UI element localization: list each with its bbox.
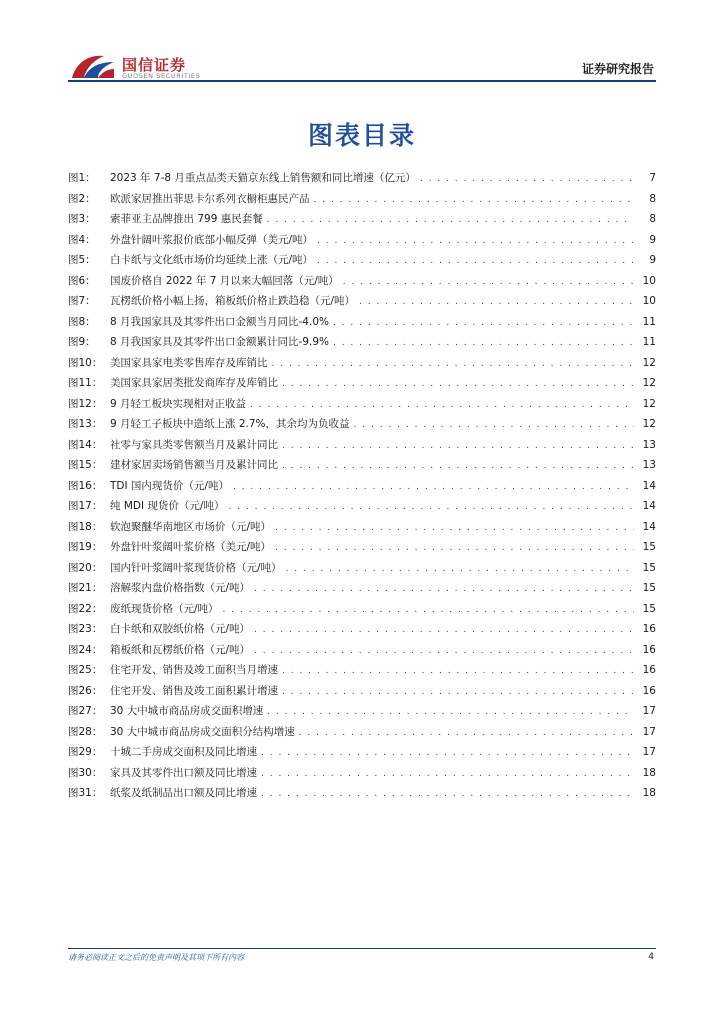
toc-dot-leader: [261, 764, 634, 785]
toc-figure-number: 图3：: [68, 213, 96, 225]
toc-figure-title[interactable]: 30 大中城市商品房成交面积增速: [110, 705, 264, 717]
toc-entry[interactable]: [68, 332, 656, 353]
toc-page-number: 12: [642, 418, 656, 430]
toc-figure-title[interactable]: 国废价格自 2022 年 7 月以来大幅回落（元/吨）: [110, 274, 339, 287]
toc-figure-number: 图1：: [68, 172, 96, 184]
toc-entry[interactable]: [68, 373, 656, 394]
toc-dot-leader: [286, 559, 634, 580]
toc-figure-number: 图31：: [68, 787, 103, 799]
toc-figure-title[interactable]: 住宅开发、销售及竣工面积累计增速: [110, 684, 278, 697]
toc-figure-title[interactable]: 废纸现货价格（元/吨）: [110, 602, 219, 615]
toc-figure-number: 图19：: [68, 541, 103, 553]
toc-figure-title[interactable]: 白卡纸和双胶纸价格（元/吨）: [110, 623, 251, 635]
toc-figure-title[interactable]: 30 大中城市商品房成交面积分结构增速: [110, 725, 295, 738]
page-header: [0, 0, 724, 90]
toc-dot-leader: [282, 436, 634, 457]
toc-figure-title[interactable]: 外盘针阔叶浆报价底部小幅反弹（美元/吨）: [110, 233, 314, 246]
footer-divider: [68, 948, 656, 949]
toc-figure-title[interactable]: 8 月我国家具及其零件出口金额累计同比-9.9%: [110, 336, 329, 348]
toc-dot-leader: [223, 600, 634, 621]
toc-dot-leader: [299, 723, 634, 744]
toc-dot-leader: [267, 210, 634, 231]
toc-figure-number: 图7：: [68, 295, 96, 307]
toc-page-number: 16: [642, 643, 656, 656]
toc-entry[interactable]: [68, 558, 656, 579]
toc-entry[interactable]: [68, 250, 656, 271]
toc-dot-leader: [317, 251, 634, 272]
toc-figure-number: 图14：: [68, 438, 103, 451]
toc-page-number: 14: [642, 500, 656, 512]
toc-figure-title[interactable]: 国内针叶浆阔叶浆现货价格（元/吨）: [110, 561, 282, 574]
toc-figure-title[interactable]: 8 月我国家具及其零件出口金额当月同比-4.0%: [110, 315, 329, 328]
toc-page-number: 12: [642, 377, 656, 389]
toc-figure-number: 图20：: [68, 561, 103, 574]
toc-entry[interactable]: [68, 209, 656, 230]
toc-figure-number: 图2：: [68, 192, 96, 205]
toc-dot-leader: [254, 641, 634, 662]
toc-entry[interactable]: [68, 476, 656, 497]
toc-page-number: 16: [642, 623, 656, 635]
toc-page-number: 17: [642, 725, 656, 738]
toc-dot-leader: [282, 661, 634, 682]
toc-figure-number: 图10：: [68, 356, 103, 369]
toc-figure-number: 图26：: [68, 684, 103, 697]
toc-page-number: 11: [642, 336, 656, 348]
toc-entry[interactable]: [68, 763, 656, 784]
footer-disclaimer: 请务必阅读正文之后的免责声明及其项下所有内容: [68, 953, 244, 962]
toc-figure-number: 图17：: [68, 500, 103, 512]
toc-entry[interactable]: [68, 353, 656, 374]
toc-dot-leader: [254, 620, 634, 641]
toc-page-number: 15: [642, 561, 656, 574]
toc-page-number: 15: [642, 541, 656, 553]
toc-dot-leader: [233, 477, 634, 498]
toc-dot-leader: [228, 497, 634, 518]
toc-page-number: 15: [642, 582, 656, 594]
toc-entry[interactable]: [68, 291, 656, 312]
toc-figure-number: 图16：: [68, 479, 103, 492]
toc-entry[interactable]: [68, 271, 656, 292]
toc-figure-title[interactable]: 瓦楞纸价格小幅上扬，箱板纸价格止跌趋稳（元/吨）: [110, 295, 356, 307]
toc-dot-leader: [359, 292, 634, 313]
toc-page-number: 17: [642, 746, 656, 758]
toc-entry[interactable]: [68, 681, 656, 702]
toc-entry[interactable]: [68, 230, 656, 251]
toc-dot-leader: [282, 682, 634, 703]
toc-figure-number: 图5：: [68, 254, 96, 266]
toc-page-number: 12: [642, 356, 656, 369]
toc-entry[interactable]: [68, 619, 656, 640]
toc-dot-leader: [267, 702, 634, 723]
toc-page-number: 8: [649, 213, 656, 225]
page-title: 图表目录: [307, 121, 416, 150]
toc-figure-number: 图12：: [68, 397, 103, 410]
toc-entry[interactable]: [68, 578, 656, 599]
report-type-label: 证券研究报告: [581, 62, 654, 76]
toc-figure-title[interactable]: 社零与家具类零售额当月及累计同比: [110, 438, 278, 451]
toc-figure-title[interactable]: 软泡聚醚华南地区市场价（元/吨）: [110, 520, 272, 533]
toc-figure-title[interactable]: 纸浆及纸制品出口额及同比增速: [110, 787, 257, 799]
toc-page-number: 8: [649, 192, 656, 205]
toc-page-number: 11: [642, 315, 656, 328]
toc-page-number: 15: [642, 602, 656, 615]
toc-entry[interactable]: [68, 783, 656, 804]
toc-dot-leader: [261, 743, 634, 764]
toc-dot-leader: [282, 456, 634, 477]
page-number: 4: [648, 952, 654, 962]
toc-entry[interactable]: [68, 640, 656, 661]
toc-entry[interactable]: [68, 312, 656, 333]
toc-figure-title[interactable]: 9 月轻工子板块中造纸上涨 2.7%，其余均为负收益: [110, 418, 350, 430]
toc-dot-leader: [275, 518, 634, 539]
toc-page-number: 16: [642, 664, 656, 676]
toc-entry[interactable]: [68, 660, 656, 681]
toc-figure-number: 图29：: [68, 746, 103, 758]
figure-index-list: [68, 168, 656, 804]
toc-figure-title[interactable]: 2023 年 7-8 月重点品类天猫京东线上销售额和同比增速（亿元）: [110, 172, 416, 184]
toc-figure-title[interactable]: 十城二手房成交面积及同比增速: [110, 746, 257, 758]
toc-entry[interactable]: [68, 742, 656, 763]
toc-page-number: 9: [649, 254, 656, 266]
toc-entry[interactable]: [68, 189, 656, 210]
toc-figure-title[interactable]: 溶解浆内盘价格指数（元/吨）: [110, 582, 251, 594]
toc-dot-leader: [261, 784, 634, 805]
toc-page-number: 16: [642, 684, 656, 697]
toc-page-number: 7: [649, 172, 656, 184]
toc-dot-leader: [420, 169, 634, 190]
toc-figure-number: 图13：: [68, 418, 103, 430]
toc-figure-number: 图15：: [68, 459, 103, 471]
toc-figure-title[interactable]: 住宅开发、销售及竣工面积当月增速: [110, 664, 278, 676]
toc-dot-leader: [275, 538, 634, 559]
toc-dot-leader: [314, 190, 635, 211]
toc-entry[interactable]: [68, 537, 656, 558]
toc-dot-leader: [250, 395, 634, 416]
toc-entry[interactable]: [68, 722, 656, 743]
toc-figure-title[interactable]: 美国家具家电类零售库存及库销比: [110, 356, 268, 369]
toc-figure-title[interactable]: TDI 国内现货价（元/吨）: [110, 479, 229, 492]
toc-figure-title[interactable]: 欧派家居推出菲思卡尔系列衣橱柜惠民产品: [110, 192, 310, 205]
toc-page-number: 10: [642, 274, 656, 287]
toc-entry[interactable]: [68, 394, 656, 415]
toc-figure-number: 图8：: [68, 315, 96, 328]
toc-page-number: 9: [649, 233, 656, 246]
toc-page-number: 10: [642, 295, 656, 307]
logo-chinese-name: 国信证券: [122, 56, 187, 74]
toc-figure-number: 图30：: [68, 766, 103, 779]
toc-entry[interactable]: [68, 517, 656, 538]
toc-entry[interactable]: [68, 435, 656, 456]
toc-entry[interactable]: [68, 496, 656, 517]
toc-figure-number: 图27：: [68, 705, 103, 717]
toc-dot-leader: [333, 313, 634, 334]
toc-figure-number: 图22：: [68, 602, 103, 615]
toc-dot-leader: [272, 354, 635, 375]
toc-page-number: 17: [642, 705, 656, 717]
toc-figure-title[interactable]: 纯 MDI 现货价（元/吨）: [110, 500, 225, 512]
logo-english-name: GUOSEN SECURITIES: [122, 72, 201, 80]
header-divider: [68, 80, 656, 82]
toc-figure-title[interactable]: 箱板纸和瓦楞纸价格（元/吨）: [110, 643, 251, 656]
toc-dot-leader: [282, 374, 634, 395]
toc-figure-title[interactable]: 9 月轻工板块实现相对正收益: [110, 397, 247, 410]
toc-figure-number: 图24：: [68, 643, 103, 656]
toc-figure-number: 图11：: [68, 377, 103, 389]
toc-page-number: 14: [642, 479, 656, 492]
toc-figure-title[interactable]: 索菲亚主品牌推出 799 惠民套餐: [110, 213, 263, 225]
toc-figure-title[interactable]: 外盘针叶浆阔叶浆价格（美元/吨）: [110, 541, 272, 553]
toc-figure-number: 图21：: [68, 582, 103, 594]
toc-figure-title[interactable]: 白卡纸与文化纸市场价均延续上涨（元/吨）: [110, 254, 314, 266]
toc-entry[interactable]: [68, 455, 656, 476]
toc-figure-number: 图9：: [68, 336, 96, 348]
toc-figure-number: 图23：: [68, 623, 103, 635]
toc-page-number: 13: [642, 438, 656, 451]
toc-entry[interactable]: [68, 414, 656, 435]
toc-dot-leader: [333, 333, 634, 354]
toc-figure-number: 图6：: [68, 274, 96, 287]
toc-page-number: 13: [642, 459, 656, 471]
toc-page-number: 18: [642, 766, 656, 779]
toc-figure-title[interactable]: 家具及其零件出口额及同比增速: [110, 766, 257, 779]
toc-dot-leader: [254, 579, 634, 600]
toc-dot-leader: [343, 272, 634, 293]
guosen-emblem-icon: [70, 52, 116, 82]
toc-figure-title[interactable]: 美国家具家居类批发商库存及库销比: [110, 377, 278, 389]
toc-figure-number: 图28：: [68, 725, 103, 738]
toc-dot-leader: [354, 415, 634, 436]
toc-entry[interactable]: [68, 599, 656, 620]
toc-page-number: 18: [642, 787, 656, 799]
toc-figure-number: 图25：: [68, 664, 103, 676]
toc-entry[interactable]: [68, 168, 656, 189]
toc-figure-number: 图18：: [68, 520, 103, 533]
toc-figure-title[interactable]: 建材家居卖场销售额当月及累计同比: [110, 459, 278, 471]
toc-dot-leader: [317, 231, 634, 252]
toc-page-number: 12: [642, 397, 656, 410]
toc-figure-number: 图4：: [68, 233, 96, 246]
toc-entry[interactable]: [68, 701, 656, 722]
toc-page-number: 14: [642, 520, 656, 533]
